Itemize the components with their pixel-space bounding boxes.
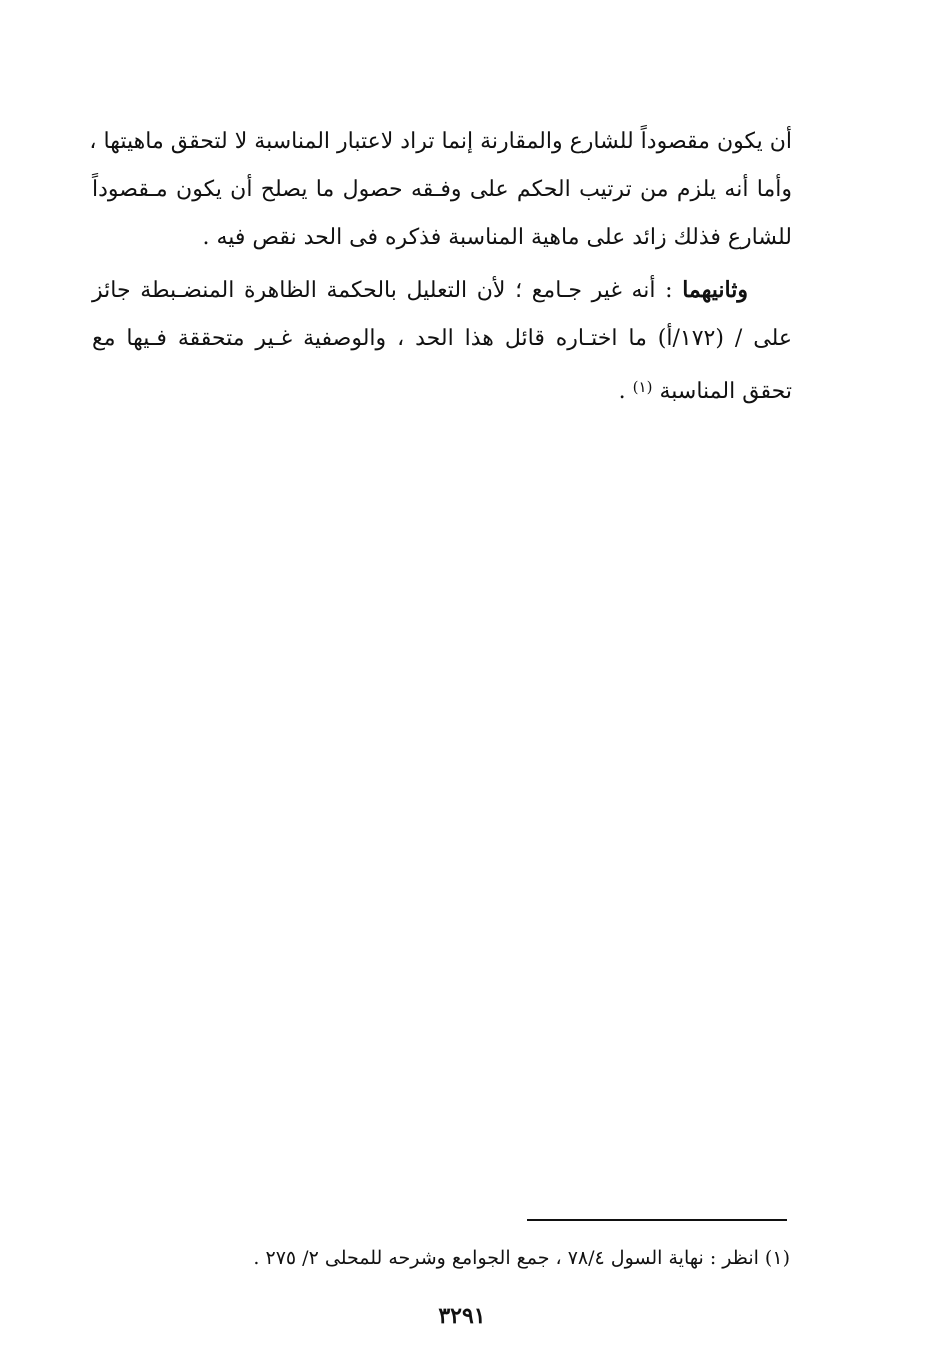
paragraph-2-line-1-text: : أنه غير جـامع ؛ لأن التعليل بالحكمة الظاهرة المنضـبطة جائز bbox=[92, 278, 683, 303]
paragraph-2 bbox=[92, 266, 792, 416]
paragraph-1-line-1: أن يكون مقصوداً للشارع والمقارنة إنما تراد لاعتبار المناسبة لا لتحقق ماهيتها ، bbox=[89, 129, 792, 154]
paragraph-2-lead: وثانيهما bbox=[682, 277, 748, 303]
paragraph-1-line-2: وأما أنه يلزم من ترتيب الحكم على وفـقه حصول ما يصلح أن يكون مـقصوداً bbox=[92, 177, 792, 202]
paragraph-2-line-1 bbox=[92, 266, 792, 315]
paragraph-1-line-3: للشارع فذلك زائد على ماهية المناسبة فذكره فى الحد نقص فيه . bbox=[202, 225, 792, 250]
paragraph-2-line-3 bbox=[92, 363, 792, 416]
main-text bbox=[89, 118, 792, 416]
paragraph-2-line-3-end: . bbox=[618, 379, 633, 404]
footnote: (١) انظر : نهاية السول ٧٨/٤ ، جمع الجوامع وشرحه للمحلى ٢/ ٢٧٥ . bbox=[253, 1247, 790, 1269]
paragraph-2-line-2: على / (١٧٢/أ) ما اختـاره قائل هذا الحد ، والوصفية غـير متحققة فـيها مع bbox=[92, 326, 792, 351]
footnote-separator bbox=[527, 1219, 787, 1221]
footnote-marker: (١) bbox=[632, 378, 653, 396]
page-number: ٣٢٩١ bbox=[438, 1303, 486, 1329]
paragraph-2-line-3-text: تحقق المناسبة bbox=[659, 379, 792, 404]
paragraph-1 bbox=[89, 118, 792, 262]
